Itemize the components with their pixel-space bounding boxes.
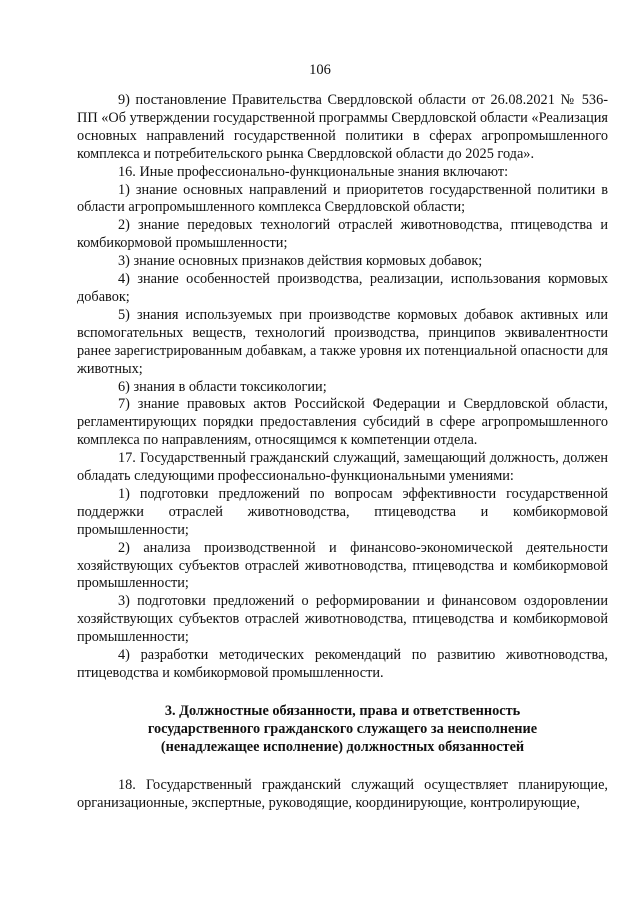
document-body <box>77 92 608 812</box>
skill-item-1: 1) подготовки предложений по вопросам эффективности государственной поддержки отраслей животноводства, птицеводства и комбикормовой промышленности; <box>77 485 608 538</box>
paragraph-17-intro: 17. Государственный гражданский служащий, замещающий должность, должен обладать следующими профессионально-функциональными умениями: <box>77 450 608 485</box>
knowledge-item-7: 7) знание правовых актов Российской Федерации и Свердловской области, регламентирующих порядки предоставления субсидий в сфере агропромышленного комплекса по направлениям, относящимся к компетенции отдела. <box>77 396 608 449</box>
paragraph-16-intro: 16. Иные профессионально-функциональные знания включают: <box>118 163 509 180</box>
knowledge-item-4: 4) знание особенностей производства, реализации, использования кормовых добавок; <box>77 271 608 305</box>
page-number: 106 <box>309 62 331 78</box>
skill-item-4: 4) разработки методических рекомендаций по развитию животноводства, птицеводства и комбикормовой промышленности. <box>77 647 608 681</box>
paragraph-item-9-resolution: 9) постановление Правительства Свердловской области от 26.08.2021 № 536-ПП «Об утверждении государственной программы Свердловской области «Реализация основных направлений государственной политики в сферах агропромышленного комплекса и потребительского рынка Свердловской области до 2025 года». <box>77 92 608 162</box>
knowledge-item-6: 6) знания в области токсикологии; <box>118 378 327 395</box>
knowledge-item-5: 5) знания используемых при производстве кормовых добавок активных или вспомогательных веществ, технологий производства, принципов эквивалентности ранее зарегистрированным добавкам, а также уровня их потенциальной опасности для животных; <box>77 306 608 377</box>
section-3-heading <box>77 703 608 757</box>
knowledge-item-2: 2) знание передовых технологий отраслей животноводства, птицеводства и комбикормовой промышленности; <box>77 217 608 252</box>
section-heading-line-2: государственного гражданского служащего за неисполнение <box>147 720 538 737</box>
skill-item-3: 3) подготовки предложений о реформировании и финансовом оздоровлении хозяйствующих субъектов отраслей животноводства, птицеводства и комбикормовой промышленности; <box>77 593 608 646</box>
paragraph-18: 18. Государственный гражданский служащий осуществляет планирующие, организационные, экспертные, руководящие, координирующие, контролирующие, <box>77 776 608 811</box>
knowledge-item-1: 1) знание основных направлений и приоритетов государственной политики в области агропромышленного комплекса Свердловской области; <box>77 181 608 216</box>
skill-item-2: 2) анализа производственной и финансово-экономической деятельности хозяйствующих субъектов отраслей животноводства, птицеводства и комбикормовой промышленности; <box>77 539 608 592</box>
knowledge-item-3: 3) знание основных признаков действия кормовых добавок; <box>118 253 483 270</box>
section-heading-line-1: 3. Должностные обязанности, права и ответственность <box>164 702 521 719</box>
section-heading-line-3: (ненадлежащее исполнение) должностных обязанностей <box>160 738 525 755</box>
